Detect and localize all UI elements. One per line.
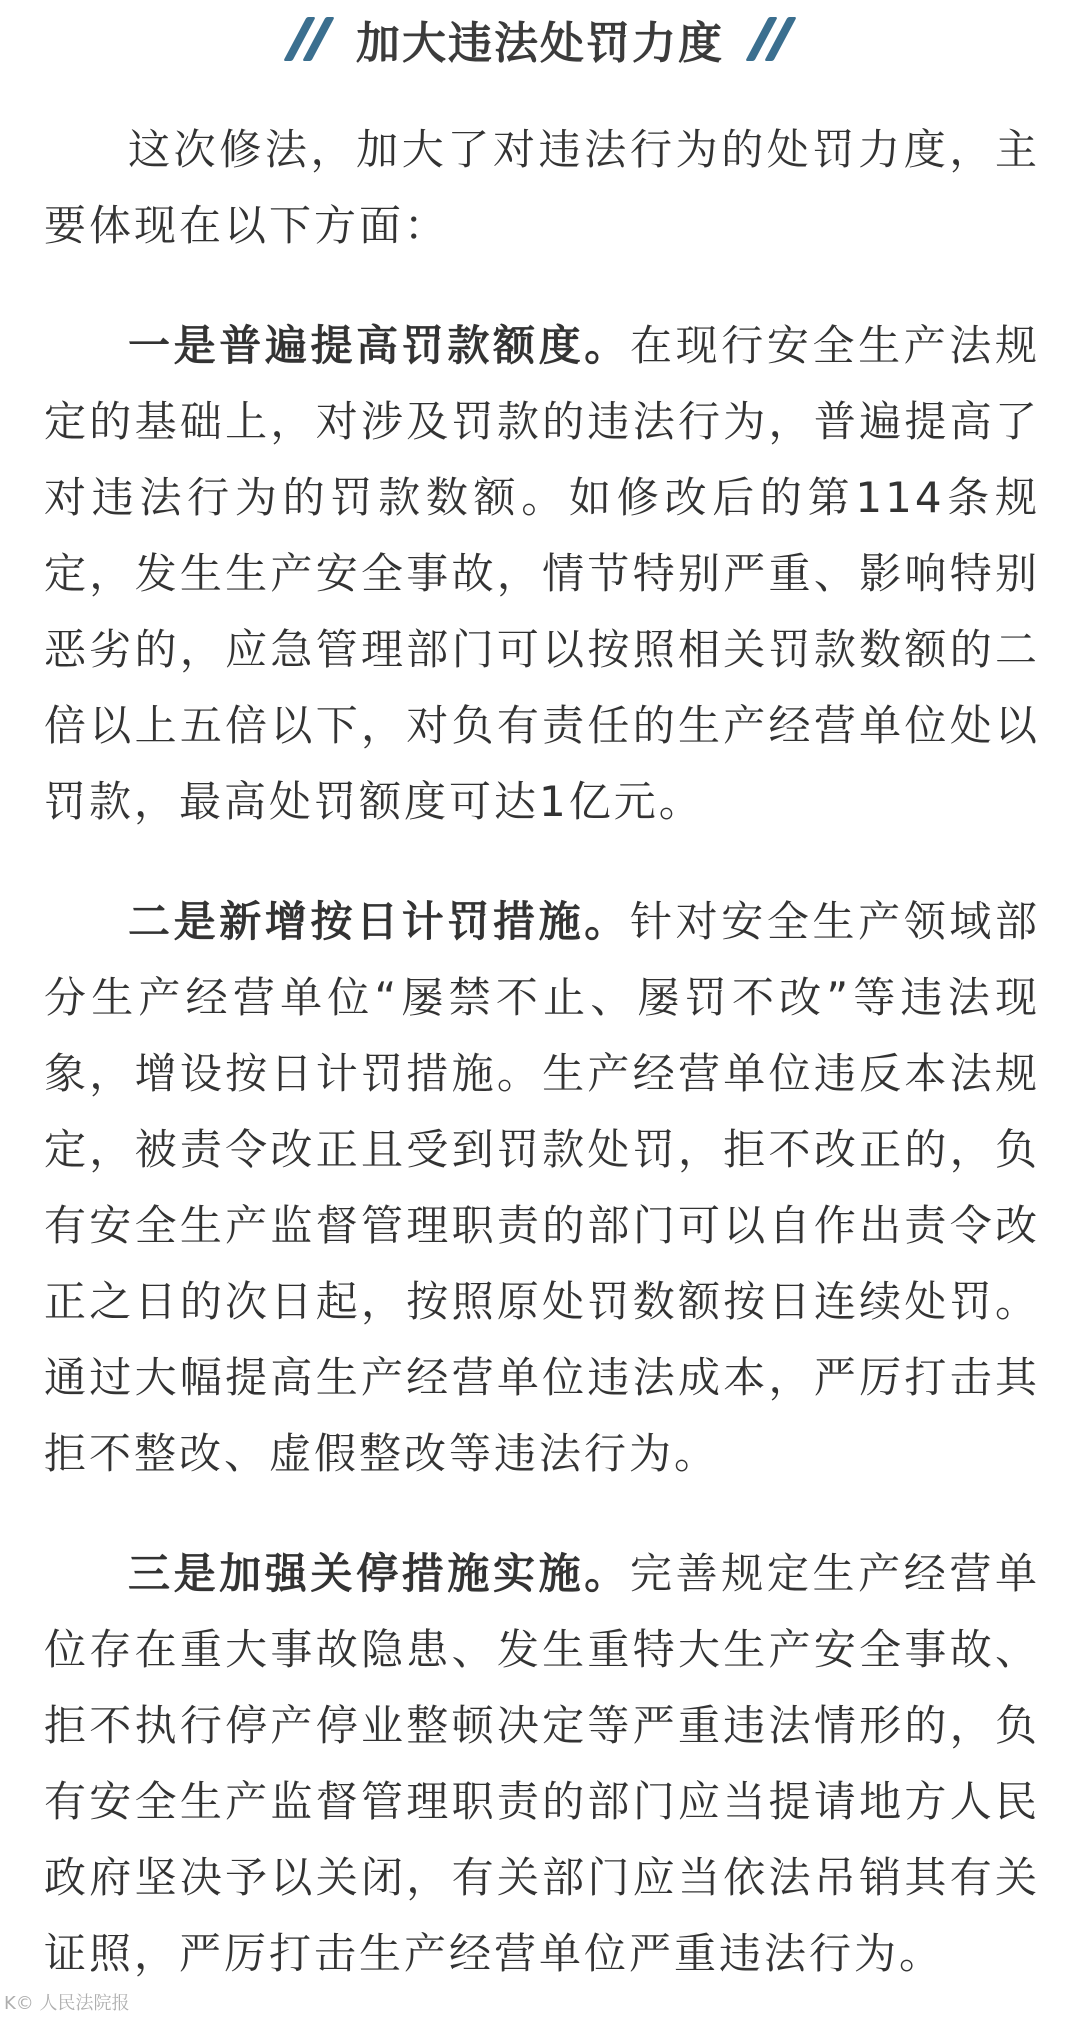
section-body-1: 在现行安全生产法规定的基础上，对涉及罚款的违法行为，普遍提高了对违法行为的罚款数额。如修改后的第114条规定，发生生产安全事故，情节特别严重、影响特别恶劣的，应急管理部门可以按照相关罚款数额的二倍以上五倍以下，对负有责任的生产经营单位处以罚款，最高处罚额度可达1亿元。 — [44, 321, 1040, 826]
double-slash-icon-right — [752, 17, 790, 61]
watermark: K© 人民法院报 — [4, 1993, 130, 2014]
section-heading-1: 一是普遍提高罚款额度。 — [128, 321, 630, 370]
section-paragraph-2 — [44, 884, 1040, 1492]
section-paragraph-1 — [44, 308, 1040, 840]
section-heading-3: 三是加强关停措施实施。 — [128, 1549, 630, 1598]
section-body-2: 针对安全生产领域部分生产经营单位“屡禁不止、屡罚不改”等违法现象，增设按日计罚措施。生产经营单位违反本法规定，被责令改正且受到罚款处罚，拒不改正的，负有安全生产监督管理职责的部门可以自作出责令改正之日的次日起，按照原处罚数额按日连续处罚。通过大幅提高生产经营单位违法成本，严厉打击其拒不整改、虚假整改等违法行为。 — [44, 897, 1040, 1478]
intro-paragraph: 这次修法，加大了对违法行为的处罚力度，主要体现在以下方面： — [44, 125, 1040, 250]
section-paragraph-3 — [44, 1536, 1040, 1992]
section-title: 加大违法处罚力度 — [356, 18, 724, 69]
section-header — [0, 0, 1080, 78]
article-body — [44, 112, 1040, 2036]
section-heading-2: 二是新增按日计罚措施。 — [128, 897, 630, 946]
section-body-3: 完善规定生产经营单位存在重大事故隐患、发生重特大生产安全事故、拒不执行停产停业整顿决定等严重违法情形的，负有安全生产监督管理职责的部门应当提请地方人民政府坚决予以关闭，有关部门应当依法吊销其有关证照，严厉打击生产经营单位严重违法行为。 — [44, 1549, 1040, 1978]
double-slash-icon-left — [290, 17, 328, 61]
